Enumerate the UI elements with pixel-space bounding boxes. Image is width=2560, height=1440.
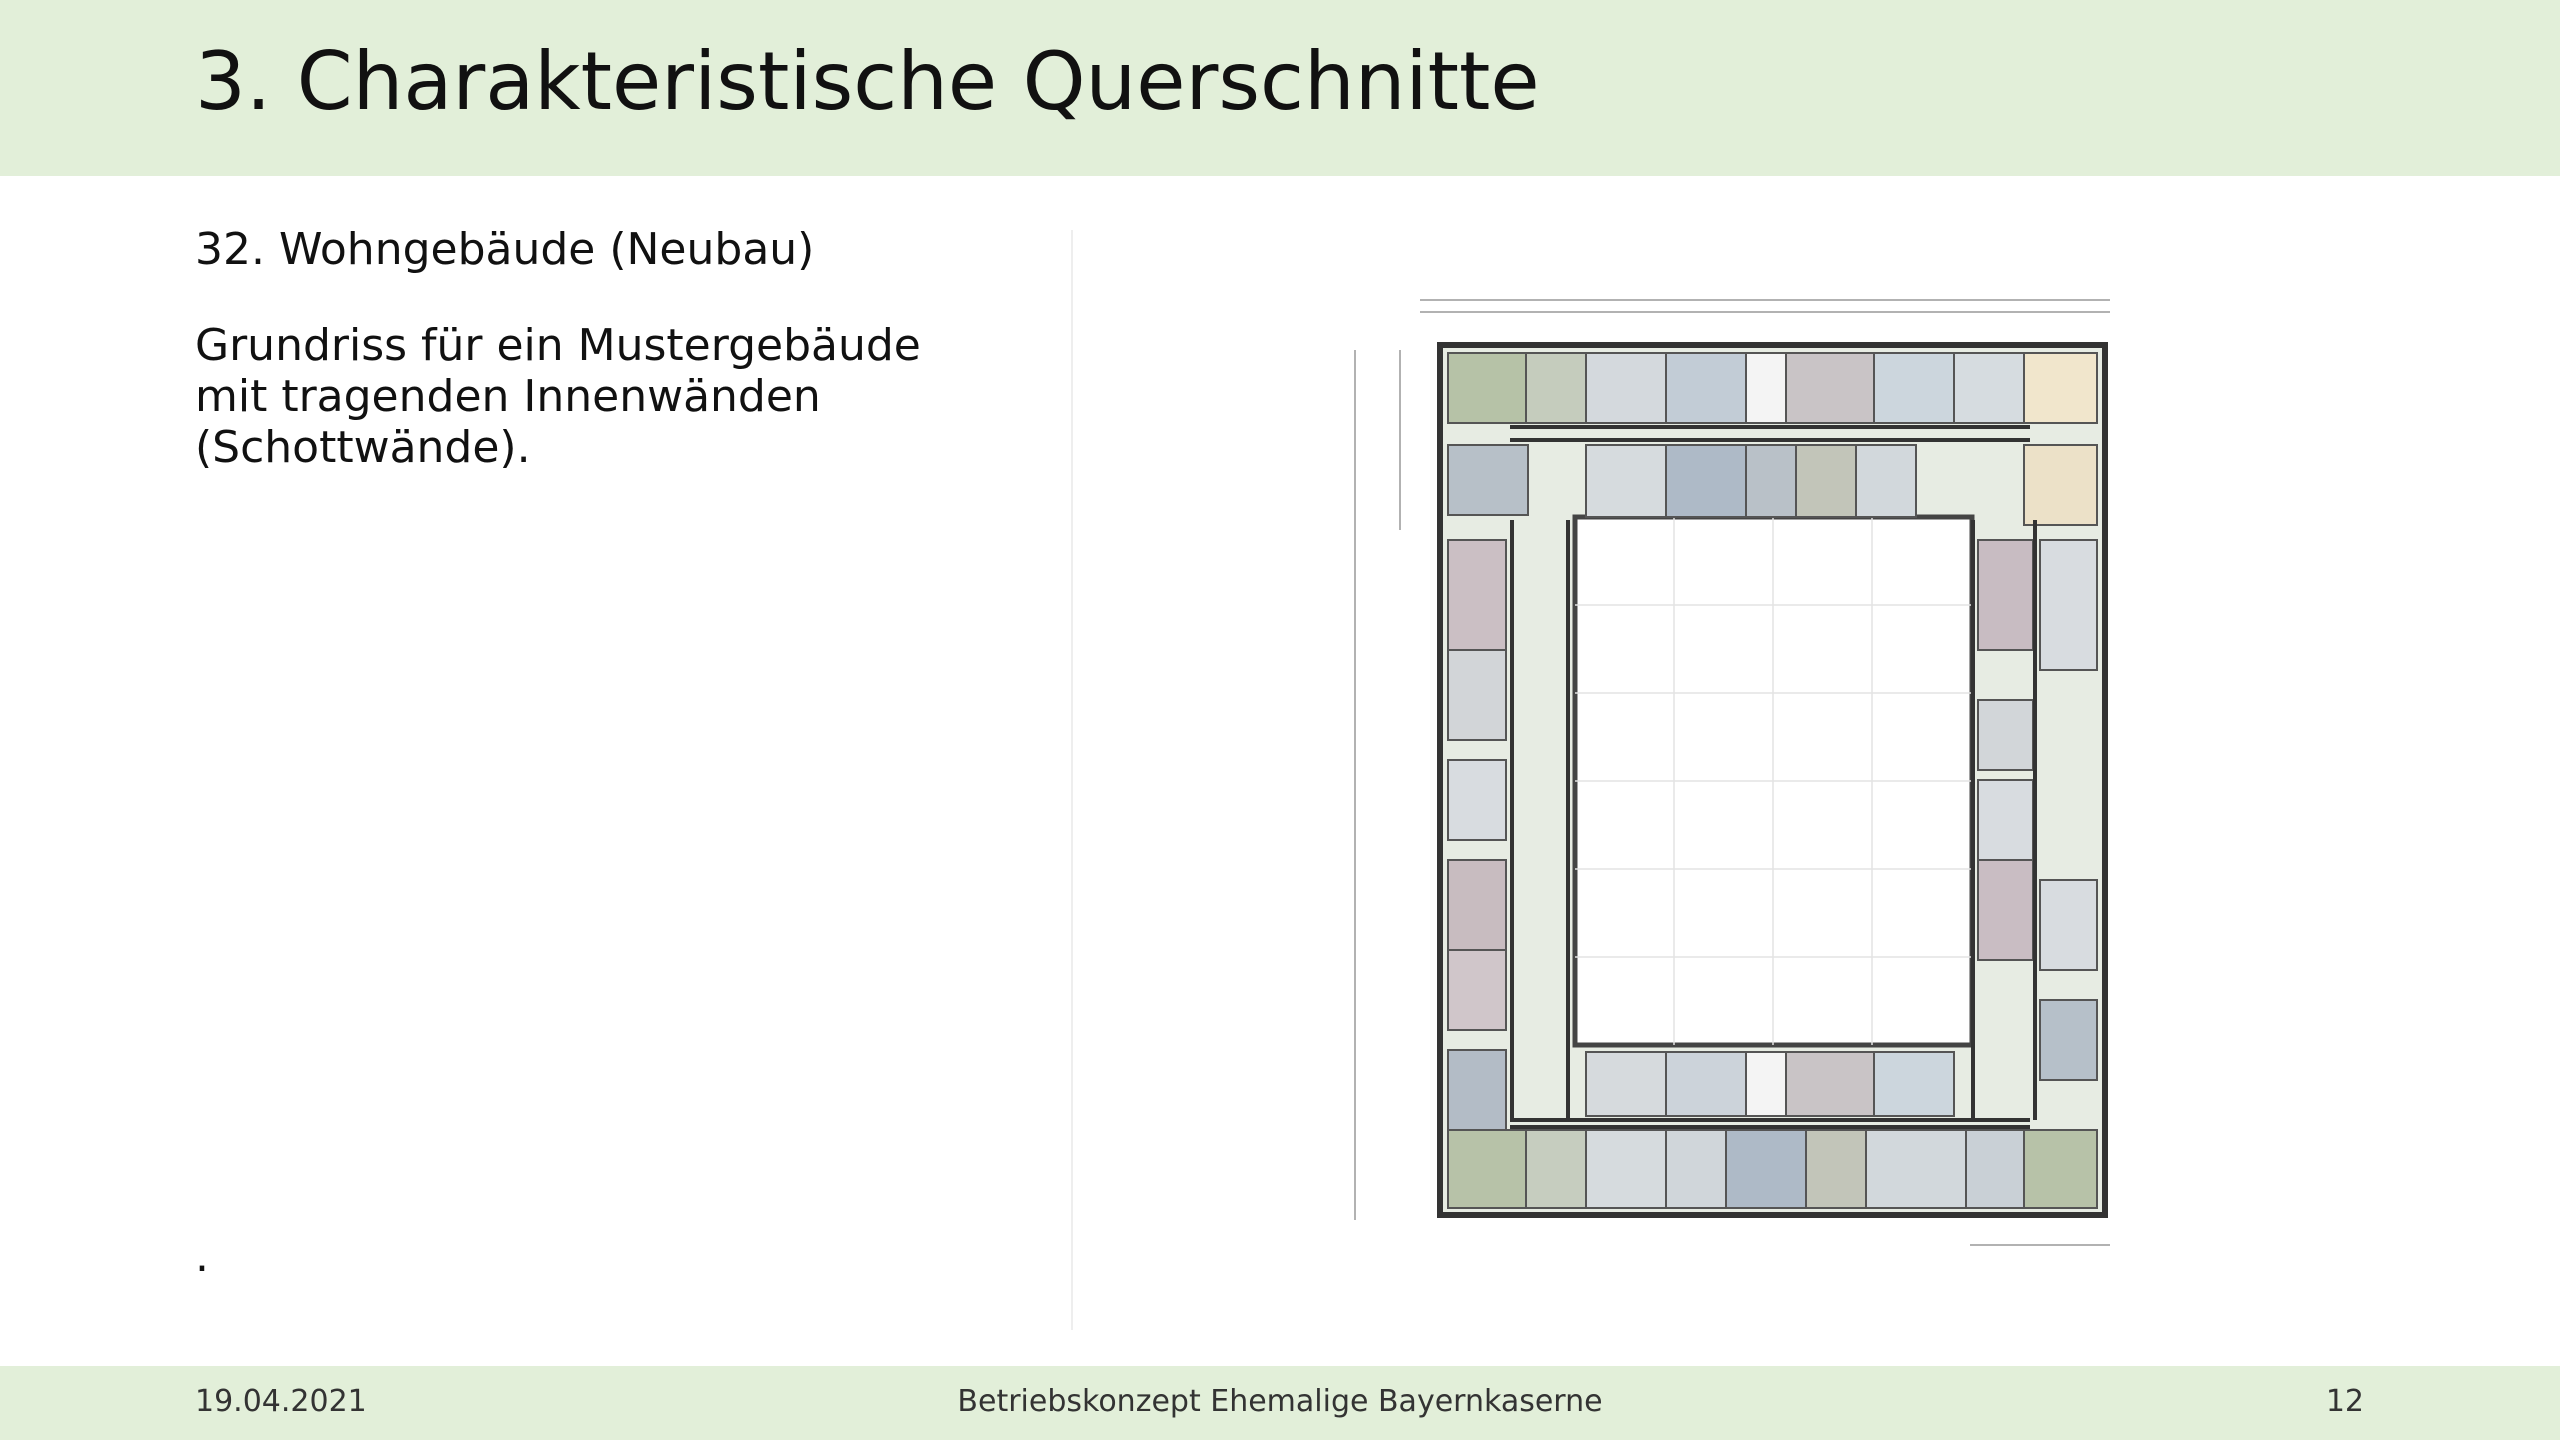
description-line-1: Grundriss für ein Mustergebäude (195, 320, 921, 371)
trailing-dot: . (195, 1231, 209, 1282)
section-subtitle: 32. Wohngebäude (Neubau) (195, 224, 815, 275)
slide-title: 3. Charakteristische Querschnitte (195, 35, 1540, 128)
footer-bar (0, 1366, 2560, 1440)
page-number: 12 (2325, 1384, 2364, 1419)
bottom-rooms (1526, 1052, 2024, 1208)
footer-title: Betriebskonzept Ehemalige Bayernkaserne (957, 1384, 1603, 1419)
header-bar (0, 0, 2560, 176)
footer-date: 19.04.2021 (195, 1384, 367, 1419)
description-paragraph (195, 320, 1095, 473)
description-line-2: mit tragenden Innenwänden (195, 371, 821, 422)
floor-plan-image (1070, 220, 2220, 1340)
description-line-3: (Schottwände). (195, 422, 531, 473)
